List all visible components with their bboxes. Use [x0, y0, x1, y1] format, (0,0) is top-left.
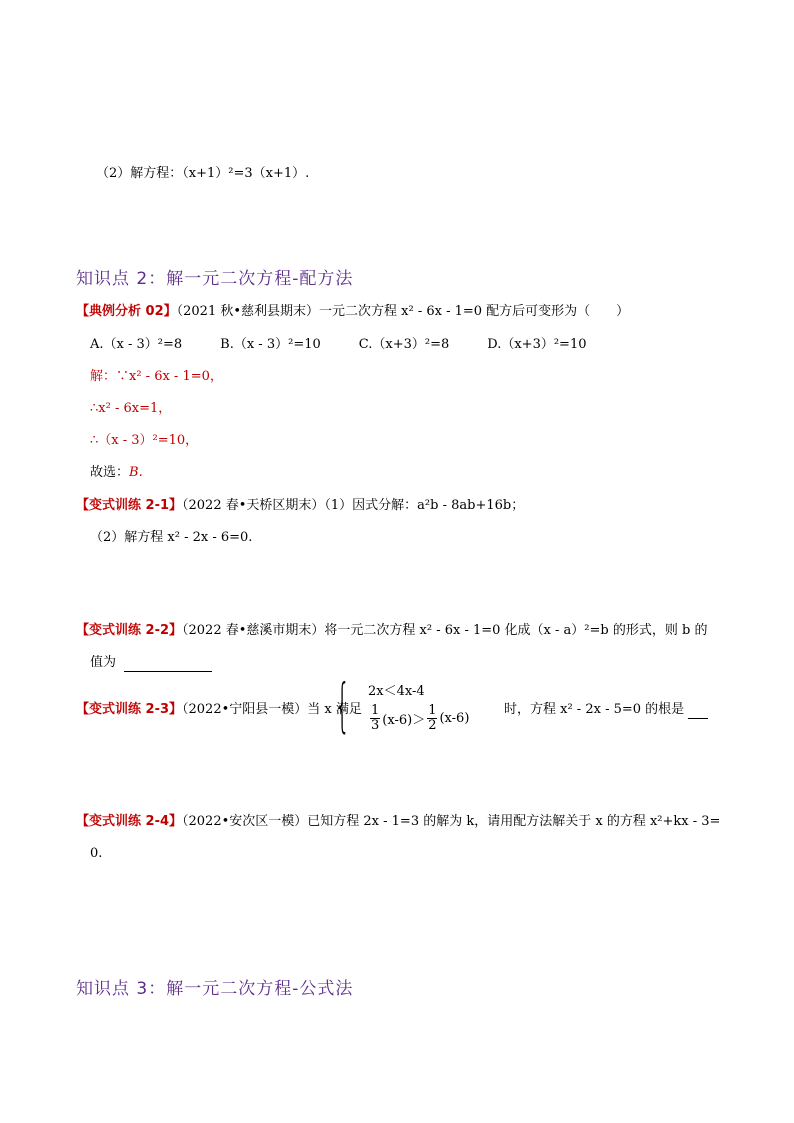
variant-2-2 [76, 622, 707, 640]
variant-2-1-part2: （2）解方程 x² - 2x - 6=0. [90, 530, 253, 545]
option-d: D.（x+3）²=10 [487, 337, 587, 352]
variant-text: （2022 春•天桥区期末）（1）因式分解：a²b - 8ab+16b； [182, 498, 525, 513]
example-02-options [90, 336, 624, 354]
section-heading-3: 知识点 3：解一元二次方程-公式法 [76, 979, 354, 999]
option-c: C.（x+3）²=8 [358, 337, 450, 352]
variant-tag: 【变式训练 2-2】 [76, 623, 183, 638]
solution-line-1: 解：∵x² - 6x - 1=0， [90, 369, 223, 384]
variant-2-3 [76, 701, 362, 719]
solution-line-3: ∴（x - 3）²=10， [90, 433, 199, 448]
solution-line-2: ∴x² - 6x=1， [90, 401, 172, 416]
solution-line-4: 故选：B. [90, 465, 143, 480]
variant-text: （2022•安次区一模）已知方程 2x - 1=3 的解为 k，请用配方法解关于 x 的方程 x²+kx - 3= [182, 814, 721, 829]
answer: B. [129, 465, 143, 480]
variant-2-2-cont: 值为 [90, 654, 212, 672]
answer-blank[interactable] [688, 704, 708, 719]
fraction: $\frac{1}{2}$ [428, 703, 437, 733]
example-tag: 【典例分析 02】 [76, 304, 177, 319]
inequality-1: 2x＜4x-4 [368, 684, 425, 699]
answer-blank[interactable] [124, 657, 212, 672]
example-02 [76, 303, 629, 321]
brace-symbol: { [334, 671, 351, 739]
problem-part2: （2）解方程：（x+1）²=3（x+1）. [96, 166, 310, 181]
section-heading-2: 知识点 2：解一元二次方程-配方法 [76, 269, 354, 289]
variant-text: （2022 春•慈溪市期末）将一元二次方程 x² - 6x - 1=0 化成（x - a）²=b 的形式，则 b 的 [182, 623, 708, 638]
option-b: B.（x - 3）²=10 [220, 337, 321, 352]
variant-tag: 【变式训练 2-4】 [76, 814, 183, 829]
variant-2-3-tail: 时，方程 x² - 2x - 5=0 的根是 [504, 701, 708, 719]
variant-2-4 [76, 813, 720, 831]
option-a: A.（x - 3）²=8 [90, 337, 183, 352]
variant-2-1 [76, 497, 524, 515]
variant-tag: 【变式训练 2-3】 [76, 702, 183, 717]
variant-tag: 【变式训练 2-1】 [76, 498, 183, 513]
variant-2-4-cont: 0. [90, 846, 103, 861]
variant-text: （2022•宁阳县一模）当 x 满足 [182, 702, 362, 717]
example-text: （2021 秋•慈利县期末）一元二次方程 x² - 6x - 1=0 配方后可变形为（ ） [176, 304, 630, 319]
fraction: $\frac{1}{3}$ [371, 703, 380, 733]
inequality-system [334, 671, 514, 739]
inequality-2: $\frac{1}{3}$ (x-6)＞ $\frac{1}{2}$ (x-6) [371, 703, 470, 733]
